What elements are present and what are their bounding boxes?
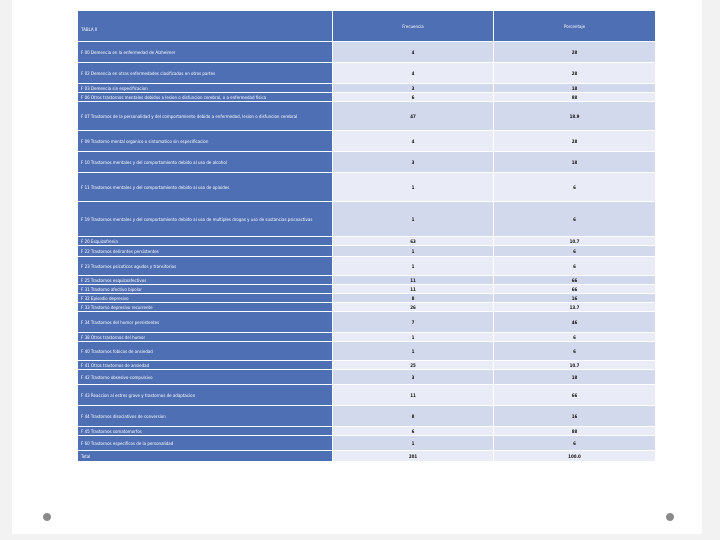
porcentaje-cell: 6: [494, 436, 656, 451]
porcentaje-column-header: Porcentaje: [494, 11, 656, 42]
table-row: [78, 427, 656, 436]
porcentaje-cell: 6: [494, 257, 656, 276]
table-row: [78, 312, 656, 333]
table-row: [78, 102, 656, 131]
porcentaje-cell: 6: [494, 202, 656, 237]
dx-cell: F 34 Trastornos del humor persistentes: [78, 312, 333, 333]
frecuencia-cell: 6: [333, 93, 494, 102]
porcentaje-cell: 88: [494, 427, 656, 436]
table-row: [78, 152, 656, 173]
porcentaje-cell: 10.7: [494, 237, 656, 246]
porcentaje-cell: 6: [494, 333, 656, 342]
table-row: [78, 294, 656, 303]
table-row: [78, 63, 656, 84]
dx-cell: F 60 Trastornos especificos de la personalidad: [78, 436, 333, 451]
table-row: [78, 257, 656, 276]
frecuencia-cell: 1: [333, 333, 494, 342]
dx-cell: F 22 Trastornos delirantes persistentes: [78, 246, 333, 257]
dx-cell: F 03 Demencia sin especificacion: [78, 84, 333, 93]
frecuencia-cell: 25: [333, 361, 494, 370]
table-row: [78, 42, 656, 63]
dx-cell: F 11 Trastornos mentales y del comportamiento debido al uso de opioides: [78, 173, 333, 202]
dx-cell: F 44 Trastornos disociativos de conversion: [78, 406, 333, 427]
dx-cell: F 41 Otros trastornos de ansiedad: [78, 361, 333, 370]
dx-cell: F 09 Trastorno mental organico o sintomatico sin especificacion: [78, 131, 333, 152]
table-row: [78, 406, 656, 427]
dx-cell: F 19 Trastornos mentales y del comportamiento debido al uso de multiples drogas y uso de sustancias psicoactivas: [78, 202, 333, 237]
ring-decoration-right: [666, 513, 674, 521]
table-row: [78, 361, 656, 370]
frecuencia-cell: 1: [333, 173, 494, 202]
dx-cell: F 02 Demencia en otras enfermedades clasificadas en otros partes: [78, 63, 333, 84]
frecuencia-cell: 1: [333, 436, 494, 451]
porcentaje-cell: 28: [494, 42, 656, 63]
dx-cell: F 40 Trastornos fobicos de ansiedad: [78, 342, 333, 361]
dx-cell: F 32 Episodio depresivo: [78, 294, 333, 303]
frecuencia-cell: 11: [333, 285, 494, 294]
table-row: [78, 131, 656, 152]
frecuencia-cell: 3: [333, 84, 494, 93]
frecuencia-cell: 3: [333, 152, 494, 173]
frecuencia-cell: 11: [333, 385, 494, 406]
porcentaje-cell: 18: [494, 84, 656, 93]
porcentaje-cell: 13.7: [494, 303, 656, 312]
table-row: [78, 436, 656, 451]
frecuencia-column-header: Frecuencia: [333, 11, 494, 42]
frecuencia-cell: 63: [333, 237, 494, 246]
table-row: [78, 385, 656, 406]
table-row: [78, 202, 656, 237]
porcentaje-cell: 66: [494, 285, 656, 294]
dx-cell: F 23 Trastornos psicoticos agudos y transitorios: [78, 257, 333, 276]
frecuencia-cell: 4: [333, 131, 494, 152]
table-header-row: [78, 11, 656, 42]
dx-cell: F 31 Trastorno afectivo bipolar: [78, 285, 333, 294]
table-row: [78, 285, 656, 294]
porcentaje-cell: 28: [494, 131, 656, 152]
dx-cell: F 33 Trastorno depresivo recurrente: [78, 303, 333, 312]
dx-cell: F 20 Esquizofrenia: [78, 237, 333, 246]
frecuencia-cell: 26: [333, 303, 494, 312]
porcentaje-cell: 100.0: [494, 451, 656, 462]
frecuencia-cell: 1: [333, 246, 494, 257]
frecuencia-cell: 3: [333, 370, 494, 385]
porcentaje-cell: 28: [494, 63, 656, 84]
porcentaje-cell: 18: [494, 152, 656, 173]
dx-cell: F 10 Trastornos mentales y del comportamiento debido al uso de alcohol: [78, 152, 333, 173]
table-row: [78, 93, 656, 102]
frecuencia-cell: 1: [333, 342, 494, 361]
porcentaje-cell: 66: [494, 276, 656, 285]
frecuencia-cell: 1: [333, 202, 494, 237]
porcentaje-cell: 10.7: [494, 361, 656, 370]
dx-cell: F 06 Otros trastornos mentales debidos a lesion o disfuncion cerebral, o a enfermedad fisica: [78, 93, 333, 102]
frecuencia-cell: 1: [333, 257, 494, 276]
table-row: [78, 173, 656, 202]
table-row: [78, 84, 656, 93]
frecuencia-cell: 8: [333, 294, 494, 303]
diagnosis-table: [77, 10, 656, 462]
porcentaje-cell: 16: [494, 294, 656, 303]
porcentaje-cell: 18.9: [494, 102, 656, 131]
frecuencia-cell: 11: [333, 276, 494, 285]
porcentaje-cell: 66: [494, 385, 656, 406]
porcentaje-cell: 6: [494, 246, 656, 257]
table-row: [78, 342, 656, 361]
dx-cell: F 45 Trastornos somatomorfos: [78, 427, 333, 436]
frecuencia-cell: 7: [333, 312, 494, 333]
frecuencia-cell: 4: [333, 63, 494, 84]
porcentaje-cell: 46: [494, 312, 656, 333]
porcentaje-cell: 16: [494, 406, 656, 427]
table-row: [78, 303, 656, 312]
table-row: [78, 451, 656, 462]
table-label: TABLA II: [81, 27, 98, 32]
porcentaje-cell: 18: [494, 370, 656, 385]
ring-decoration-left: [43, 513, 51, 521]
porcentaje-cell: 6: [494, 173, 656, 202]
table-body: [78, 42, 656, 462]
frecuencia-cell: 8: [333, 406, 494, 427]
frecuencia-cell: 6: [333, 427, 494, 436]
table-row: [78, 237, 656, 246]
table-row: [78, 370, 656, 385]
frecuencia-cell: 201: [333, 451, 494, 462]
dx-cell: F 07 Trastornos de la personalidad y del comportamiento debido a enfermedad, lesion o disfuncion cerebral: [78, 102, 333, 131]
table-row: [78, 276, 656, 285]
frecuencia-cell: 47: [333, 102, 494, 131]
dx-cell: F 42 Trastorno obsesivo-compulsivo: [78, 370, 333, 385]
header-dx-cell: [78, 11, 333, 42]
dx-cell: Total: [78, 451, 333, 462]
dx-cell: F 43 Reaccion al estres grave y trastornos de adaptacion: [78, 385, 333, 406]
table-row: [78, 333, 656, 342]
dx-cell: F 00 Demencia en la enfermedad de Alzheimer: [78, 42, 333, 63]
porcentaje-cell: 88: [494, 93, 656, 102]
porcentaje-cell: 6: [494, 342, 656, 361]
dx-cell: F 25 Trastornos esquizoafectivos: [78, 276, 333, 285]
frecuencia-cell: 4: [333, 42, 494, 63]
table-row: [78, 246, 656, 257]
dx-cell: F 38 Otros trastornos del humor: [78, 333, 333, 342]
